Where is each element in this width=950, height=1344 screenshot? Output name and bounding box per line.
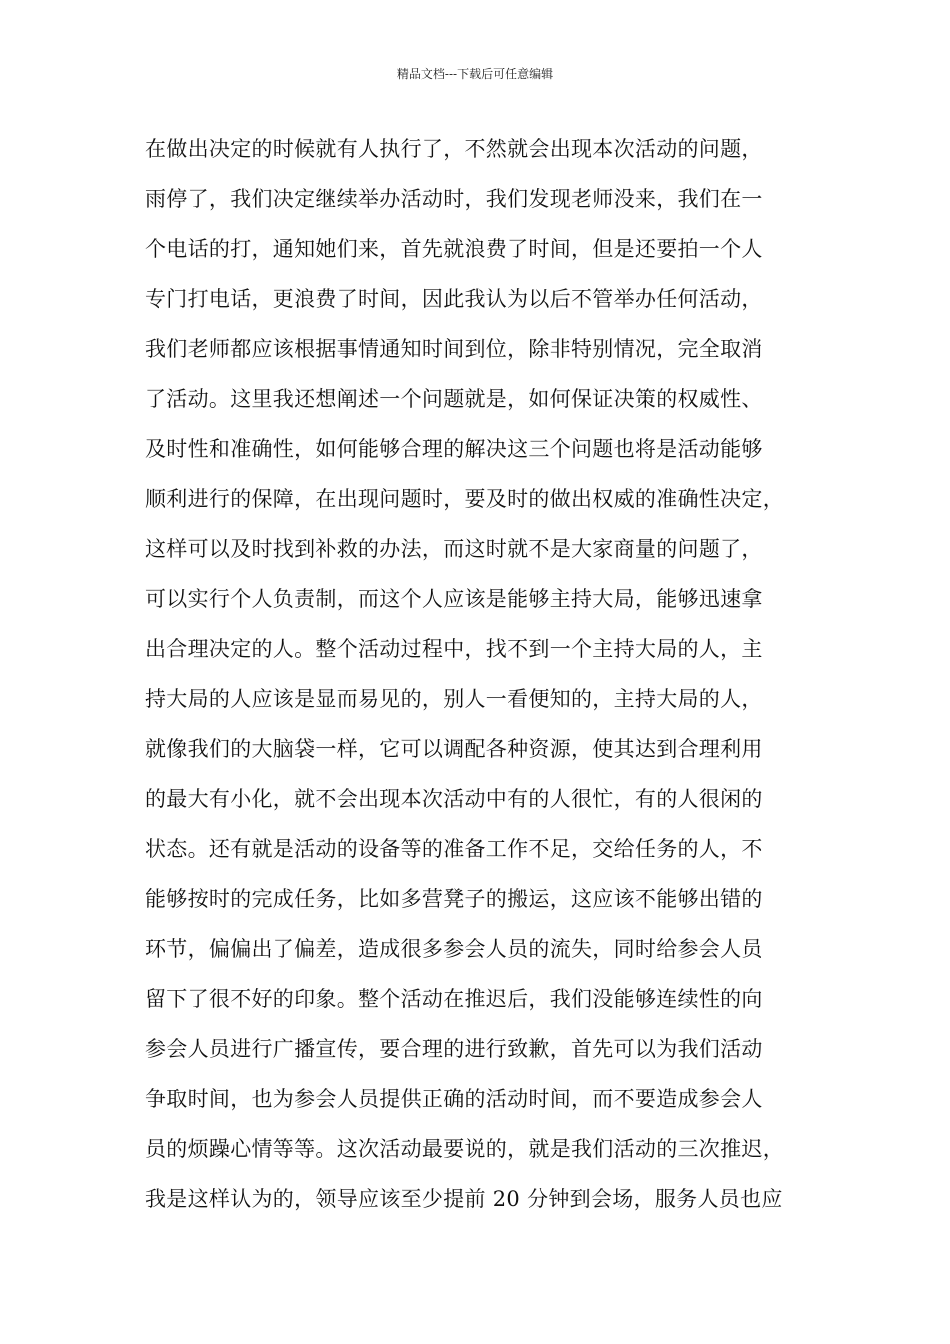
body-line: 我们老师都应该根据事情通知时间到位，除非特别情况，完全取消 (145, 337, 763, 361)
body-line: 我是这样认为的，领导应该至少提前 20 分钟到会场，服务人员也应 (145, 1187, 783, 1211)
body-line: 争取时间，也为参会人员提供正确的活动时间，而不要造成参会人 (145, 1087, 763, 1111)
body-text (145, 128, 835, 1228)
body-line: 这样可以及时找到补救的办法，而这时就不是大家商量的问题了， (145, 537, 763, 561)
body-line: 留下了很不好的印象。整个活动在推迟后，我们没能够连续性的向 (145, 987, 763, 1011)
body-line: 了活动。这里我还想阐述一个问题就是，如何保证决策的权威性、 (145, 387, 763, 411)
body-line: 顺利进行的保障，在出现问题时，要及时的做出权威的准确性决定， (145, 487, 784, 511)
body-line: 个电话的打，通知她们来，首先就浪费了时间，但是还要拍一个人 (145, 237, 763, 261)
body-line: 可以实行个人负责制，而这个人应该是能够主持大局，能够迅速拿 (145, 587, 763, 611)
body-line: 的最大有小化，就不会出现本次活动中有的人很忙，有的人很闲的 (145, 787, 763, 811)
body-line: 在做出决定的时候就有人执行了，不然就会出现本次活动的问题， (145, 137, 763, 161)
body-line: 出合理决定的人。整个活动过程中，找不到一个主持大局的人，主 (145, 637, 763, 661)
body-line: 环节，偏偏出了偏差，造成很多参会人员的流失，同时给参会人员 (145, 937, 763, 961)
page-header: 精品文档---下载后可任意编辑 (396, 67, 554, 81)
body-line: 及时性和准确性，如何能够合理的解决这三个问题也将是活动能够 (145, 437, 763, 461)
body-line: 状态。还有就是活动的设备等的准备工作不足，交给任务的人，不 (145, 837, 763, 861)
body-line: 能够按时的完成任务，比如多营凳子的搬运，这应该不能够出错的 (145, 887, 763, 911)
body-line: 就像我们的大脑袋一样，它可以调配各种资源，使其达到合理利用 (145, 737, 763, 761)
body-line: 持大局的人应该是显而易见的，别人一看便知的，主持大局的人， (145, 687, 763, 711)
body-line: 雨停了，我们决定继续举办活动时，我们发现老师没来，我们在一 (145, 187, 763, 211)
body-line: 员的烦躁心情等等。这次活动最要说的，就是我们活动的三次推迟， (145, 1137, 784, 1161)
body-line: 参会人员进行广播宣传，要合理的进行致歉，首先可以为我们活动 (145, 1037, 763, 1061)
body-line: 专门打电话，更浪费了时间，因此我认为以后不管举办任何活动， (145, 287, 763, 311)
